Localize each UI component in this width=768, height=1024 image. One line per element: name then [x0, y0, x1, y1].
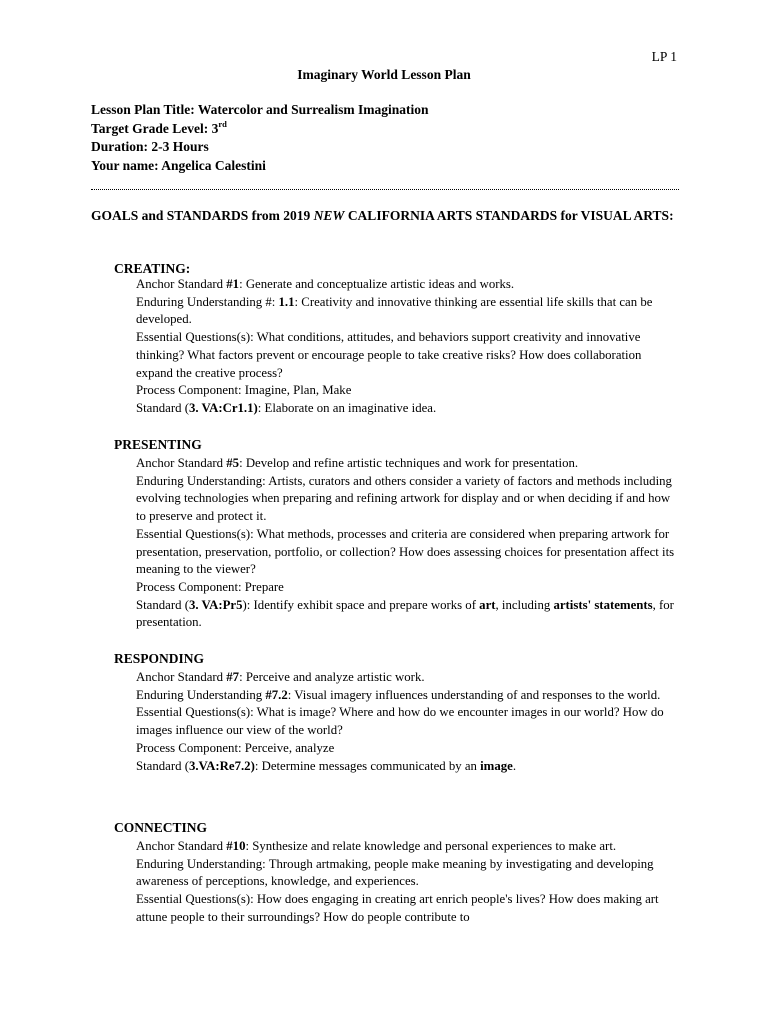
creating-section: [136, 276, 681, 418]
creating-enduring-understanding: Enduring Understanding #: 1.1: Creativity and innovative thinking are essential life skills that can be developed.: [136, 294, 653, 327]
lesson-title-line: Lesson Plan Title: Watercolor and Surrealism Imagination: [91, 102, 429, 117]
connecting-section: [136, 838, 681, 927]
responding-essential-questions: Essential Questions(s): What is image? Where and how do we encounter images in our world? How do images influence our view of the world?: [136, 705, 664, 738]
responding-section: [136, 669, 681, 775]
presenting-enduring-understanding: Enduring Understanding: Artists, curators and others consider a variety of factors and methods including evolving technologies when preparing and refining artwork for display and or when deciding if and how to preserve and protect it.: [136, 473, 672, 524]
grade-level-text: Target Grade Level: 3: [91, 120, 219, 136]
presenting-section: [136, 455, 681, 632]
goals-new-emphasis: NEW: [313, 208, 345, 223]
connecting-heading: CONNECTING: [114, 820, 208, 835]
connecting-essential-questions: Essential Questions(s): How does engaging in creating art enrich people's lives? How does making art attune people to their surroundings? How do people contribute to: [136, 892, 659, 924]
creating-essential-questions: Essential Questions(s): What conditions, attitudes, and behaviors support creativity and innovative thinking? What factors prevent or encourage people to take creative risks? How does collaboration expand the creative process?: [136, 330, 642, 380]
document-title: Imaginary World Lesson Plan: [297, 67, 471, 82]
responding-standard: Standard (3.VA:Re7.2): Determine messages communicated by an image.: [136, 758, 517, 773]
goals-heading: [91, 207, 679, 225]
creating-anchor-standard: Anchor Standard #1: Generate and conceptualize artistic ideas and works.: [136, 277, 515, 291]
connecting-anchor-standard: Anchor Standard #10: Synthesize and relate knowledge and personal experiences to make art.: [136, 839, 617, 853]
responding-heading: RESPONDING: [114, 651, 205, 666]
responding-enduring-understanding: Enduring Understanding #7.2: Visual imagery influences understanding of and responses to the world.: [136, 687, 661, 702]
grade-level-suffix: rd: [218, 118, 227, 129]
presenting-standard: Standard (3. VA:Pr5): Identify exhibit space and prepare works of art, including artists' statements, for presentation.: [136, 597, 674, 630]
lesson-meta: [91, 101, 429, 175]
duration-line: Duration: 2-3 Hours: [91, 139, 209, 154]
creating-standard: Standard (3. VA:Cr1.1): Elaborate on an imaginative idea.: [136, 400, 437, 415]
goals-text-1: GOALS and STANDARDS from 2019: [91, 208, 314, 223]
connecting-enduring-understanding: Enduring Understanding: Through artmaking, people make meaning by investigating and developing awareness of perceptions, knowledge, and experiences.: [136, 856, 654, 889]
creating-heading: CREATING:: [114, 261, 191, 276]
presenting-anchor-standard: Anchor Standard #5: Develop and refine artistic techniques and work for presentation.: [136, 456, 579, 470]
presenting-heading: PRESENTING: [114, 437, 202, 452]
presenting-essential-questions: Essential Questions(s): What methods, processes and criteria are considered when preparing artwork for presentation, preservation, portfolio, or collection? How does assessing choices for presentation affect its meaning to the viewer?: [136, 526, 675, 577]
grade-level-line: [91, 120, 429, 139]
goals-text-2: CALIFORNIA ARTS STANDARDS for VISUAL ARTS:: [344, 208, 674, 223]
presenting-process-component: Process Component: Prepare: [136, 579, 284, 594]
dotted-divider: [91, 189, 679, 190]
creating-process-component: Process Component: Imagine, Plan, Make: [136, 383, 352, 398]
responding-process-component: Process Component: Perceive, analyze: [136, 740, 335, 755]
author-line: Your name: Angelica Calestini: [91, 157, 266, 173]
responding-anchor-standard: Anchor Standard #7: Perceive and analyze artistic work.: [136, 670, 425, 684]
page-header-label: LP 1: [651, 49, 677, 64]
